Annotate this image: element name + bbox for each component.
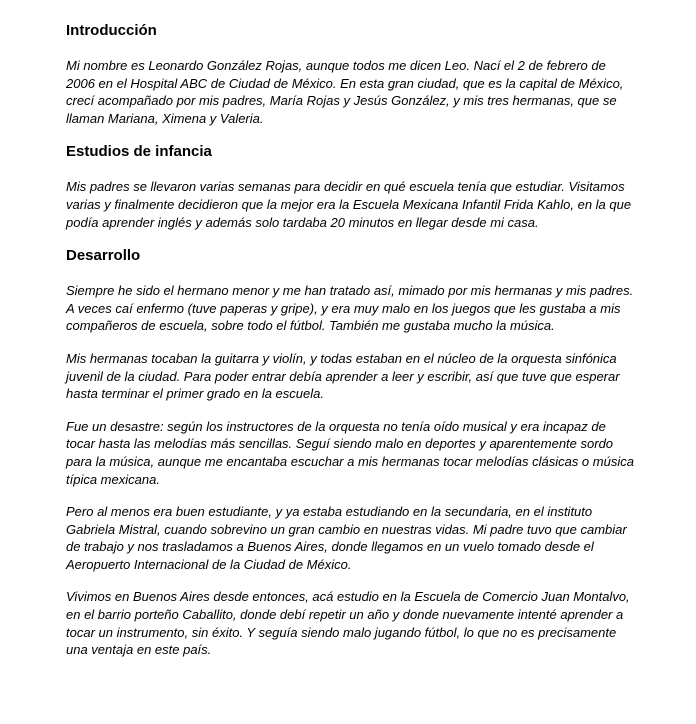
paragraph: Mis padres se llevaron varias semanas para decidir en qué escuela tenía que estudiar. Visitamos varias y finalmente decidieron que la mejor era la Escuela Mexicana Infantil Frida Kahlo, en la que podía aprender inglés y además solo tardaba 20 minutos en llegar desde mi casa. (66, 179, 632, 230)
section-heading: Desarrollo (66, 247, 141, 265)
section-estudios-de-infancia (66, 143, 638, 231)
paragraph: Mi nombre es Leonardo González Rojas, aunque todos me dicen Leo. Nací el 2 de febrero de 2006 en el Hospital ABC de Ciudad de México. En esta gran ciudad, que es la capital de México, crecí acompañado por mis padres, María Rojas y Jesús González, y mis tres hermanas, que se llaman Mariana, Ximena y Valeria. (66, 58, 624, 126)
section-desarrollo (66, 247, 638, 659)
paragraph: Siempre he sido el hermano menor y me han tratado así, mimado por mis hermanas y mis padres. A veces caí enfermo (tuve paperas y gripe), y era muy malo en los juegos que les gustaba a mis compañeros de escuela, sobre todo el fútbol. También me gustaba mucho la música. (66, 283, 634, 334)
section-heading: Introducción (66, 22, 157, 39)
document-page (66, 22, 638, 674)
section-heading: Estudios de infancia (66, 143, 212, 161)
paragraph: Mis hermanas tocaban la guitarra y violín, y todas estaban en el núcleo de la orquesta sinfónica juvenil de la ciudad. Para poder entrar debía aprender a leer y escribir, así que tuve que esperar hasta terminar el primer grado en la escuela. (66, 350, 620, 402)
paragraph: Fue un desastre: según los instructores de la orquesta no tenía oído musical y era incapaz de tocar hasta las melodías más sencillas. Seguí siendo malo en deportes y aparentemente sordo para la música, aunque me encantaba escuchar a mis hermanas tocar melodías clásicas o música típica mexicana. (66, 418, 634, 487)
paragraph: Pero al menos era buen estudiante, y ya estaba estudiando en la secundaria, en el instituto Gabriela Mistral, cuando sobrevino un gran cambio en nuestras vidas. Mi padre tuvo que cambiar de trabajo y nos trasladamos a Buenos Aires, donde llegamos en un vuelo tomado desde el Aeropuerto Internacional de la Ciudad de México. (66, 504, 627, 572)
section-introduccion (66, 22, 638, 127)
paragraph: Vivimos en Buenos Aires desde entonces, acá estudio en la Escuela de Comercio Juan Montalvo, en el barrio porteño Caballito, donde debí repetir un año y donde nuevamente intenté aprender a tocar un instrumento, sin éxito. Y seguía siendo malo jugando fútbol, lo que no es precisamente una ventaja en este país. (66, 589, 630, 658)
